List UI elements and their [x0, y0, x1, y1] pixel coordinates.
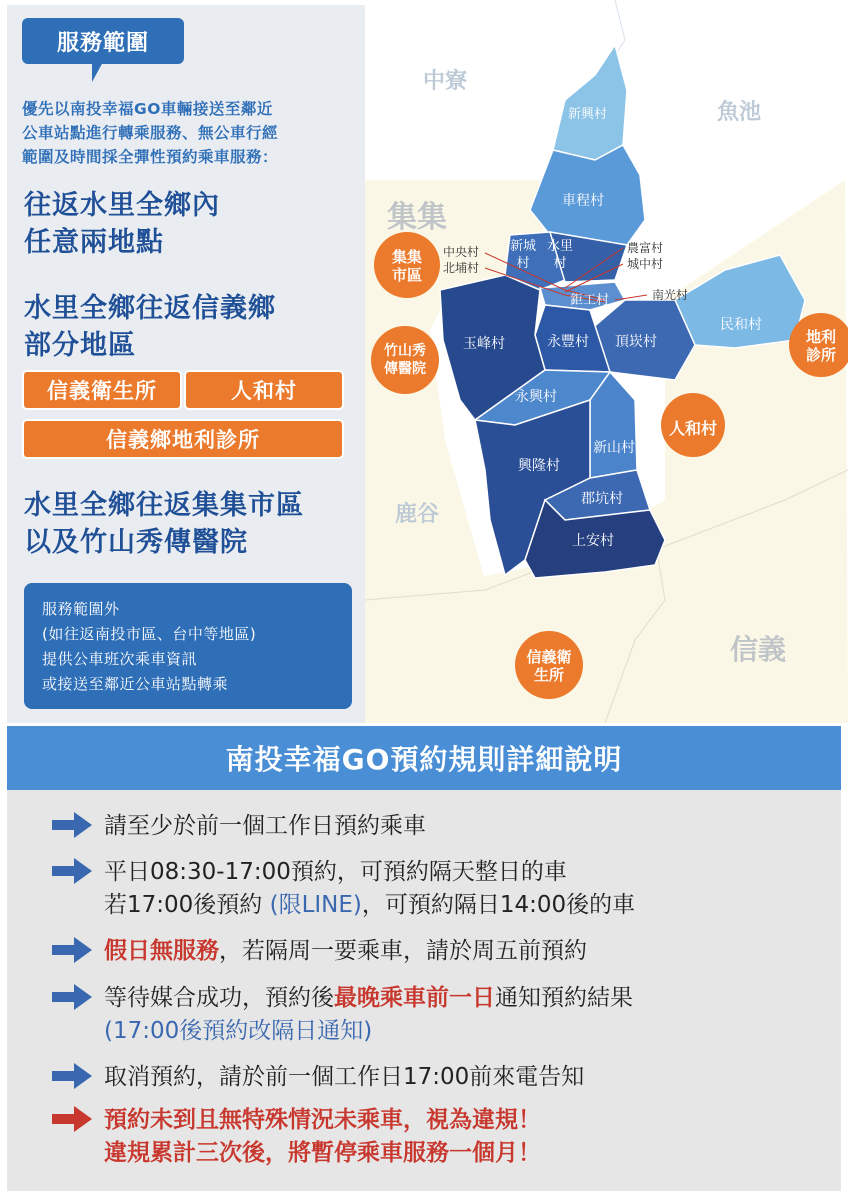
region-label-zhongliao: 中寮: [423, 69, 468, 94]
village-label-checheng: 車程村: [562, 193, 604, 209]
rule-5: 取消預約，請於前一個工作日17:00前來電告知: [50, 1061, 584, 1094]
pill-xinyi-health-center: 信義衛生所: [22, 370, 182, 410]
region-label-yuchi: 魚池: [717, 100, 762, 125]
arrow-right-icon: [50, 982, 94, 1012]
pill-dili-clinic: 信義鄉地利診所: [22, 419, 344, 459]
village-minhe: [675, 255, 805, 348]
outside-service-box: 服務範圍外 (如往返南投市區、台中等地區) 提供公車班次乘車資訊 或接送至鄰近公車站點轉乘: [24, 583, 352, 709]
village-label-nanguang: 南光村: [652, 288, 689, 302]
arrow-right-icon: [50, 856, 94, 886]
village-label-xinxing: 新興村: [568, 107, 608, 122]
village-label-yongxing: 永興村: [515, 389, 557, 405]
village-label-minhe: 民和村: [720, 317, 762, 333]
village-label-beipu: 北埔村: [443, 261, 480, 275]
rule-4: 等待媒合成功，預約後最晚乘車前一日通知預約結果 (17:00後預約改隔日通知): [50, 982, 633, 1048]
dest-label-dili: 地利診所: [805, 328, 836, 364]
village-label-jugong: 鉅工村: [570, 293, 610, 308]
village-label-zhongyang: 中央村: [443, 245, 480, 259]
village-label-nongfu: 農富村: [627, 241, 664, 255]
region-label-lugu: 鹿谷: [395, 502, 440, 527]
service-map: [365, 0, 848, 723]
headline-to-xinyi: 水里全鄉往返信義鄉 部分地區: [24, 293, 276, 361]
village-label-yongfeng: 永豐村: [547, 334, 589, 350]
rule-2: 平日08:30-17:00預約，可預約隔天整日的車 若17:00後預約 (限LINE)，可預約隔日14:00後的車: [50, 856, 635, 922]
headline-within-township: 往返水里全鄉內 任意兩地點: [24, 190, 220, 258]
dest-label-jiji: 集集市區: [391, 248, 422, 284]
arrow-right-icon: [50, 810, 94, 840]
village-label-dingkan: 頂崁村: [615, 334, 657, 350]
headline-to-jiji: 水里全鄉往返集集市區 以及竹山秀傳醫院: [24, 490, 304, 558]
region-label-jiji: 集集: [387, 200, 447, 235]
rule-1: 請至少於前一個工作日預約乘車: [50, 810, 426, 843]
arrow-right-icon: [50, 935, 94, 965]
village-label-chengzhong: 城中村: [627, 257, 664, 271]
region-label-xinyi: 信義: [730, 633, 787, 666]
service-area-title: 服務範圍: [22, 18, 184, 64]
pill-renhe-village: 人和村: [184, 370, 344, 410]
village-label-xinglong: 興隆村: [518, 458, 560, 474]
rule-6: 預約未到且無特殊情況未乘車，視為違規！ 違規累計三次後，將暫停乘車服務一個月！: [50, 1104, 541, 1170]
village-label-shuili: 水里村: [546, 239, 573, 271]
dest-label-zhushan: 竹山秀傳醫院: [384, 343, 426, 377]
village-label-shangan: 上安村: [572, 533, 614, 549]
dest-label-renhe: 人和村: [668, 419, 717, 438]
village-label-yufeng: 玉峰村: [463, 336, 505, 352]
intro-text: 優先以南投幸福GO車輛接送至鄰近 公車站點進行轉乘服務、無公車行經 範圍及時間採全彈性預約乘車服務：: [22, 100, 279, 166]
title-tag-tail: [92, 62, 103, 82]
rules-title: 南投幸福GO預約規則詳細說明: [7, 726, 841, 790]
village-label-xinshan: 新山村: [593, 440, 635, 456]
village-label-junkeng: 郡坑村: [581, 491, 623, 507]
village-label-xincheng: 新城村: [509, 239, 536, 271]
arrow-right-icon: [50, 1061, 94, 1091]
dest-label-xinyi: 信義衛生所: [526, 648, 572, 684]
rule-3: 假日無服務，若隔周一要乘車，請於周五前預約: [50, 935, 587, 968]
arrow-right-warning-icon: [50, 1104, 94, 1134]
